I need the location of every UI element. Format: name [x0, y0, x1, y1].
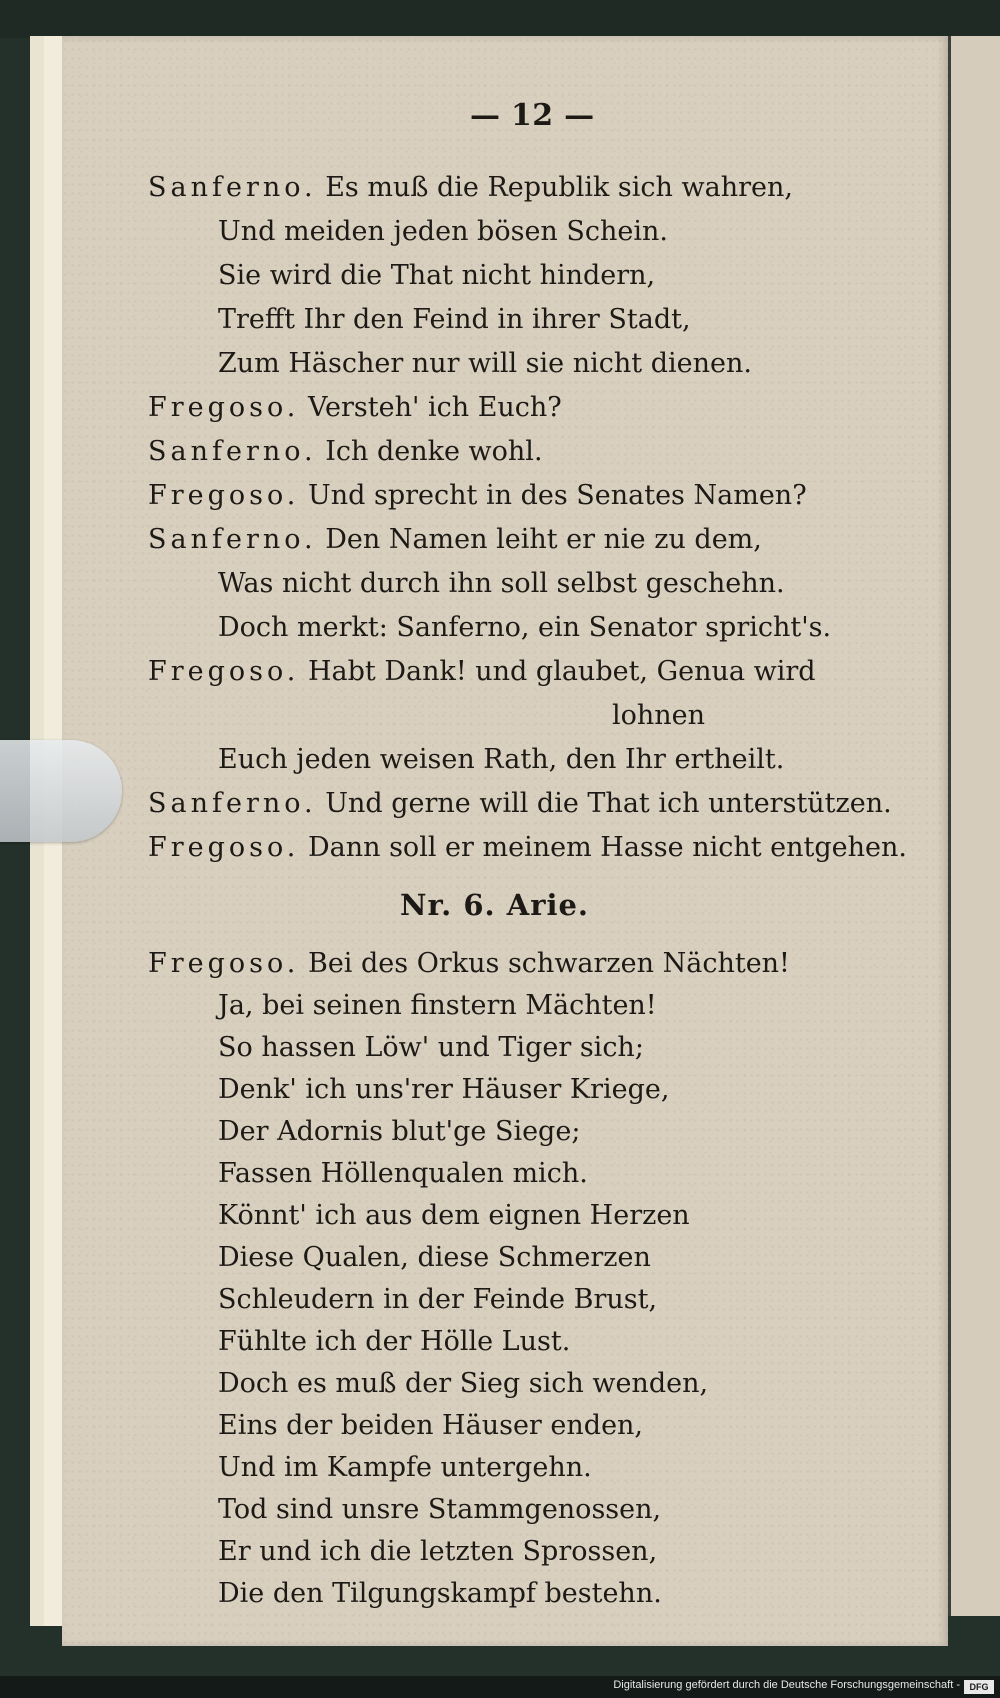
scan-background	[0, 0, 1000, 38]
speaker-name: Sanferno.	[148, 172, 317, 203]
aria-line: Diese Qualen, diese Schmerzen	[218, 1242, 651, 1273]
aria-line: Er und ich die letzten Sprossen,	[218, 1536, 658, 1567]
aria-line: Die den Tilgungskampf bestehn.	[218, 1578, 662, 1609]
line-text: Dann soll er meinem Hasse nicht entgehen.	[299, 832, 907, 863]
section-heading: Nr. 6. Arie.	[400, 888, 590, 922]
dialogue-line: Was nicht durch ihn soll selbst geschehn.	[218, 568, 785, 599]
dialogue-line: lohnen	[612, 700, 706, 731]
dialogue-line	[148, 524, 762, 555]
page-clip	[0, 740, 122, 842]
aria-line: Fühlte ich der Hölle Lust.	[218, 1326, 571, 1357]
dialogue-line	[148, 480, 807, 511]
dialogue-line	[148, 172, 793, 203]
line-text: Es muß die Republik sich wahren,	[325, 172, 793, 203]
aria-line: Denk' ich uns'rer Häuser Kriege,	[218, 1074, 670, 1105]
aria-line: Eins der beiden Häuser enden,	[218, 1410, 644, 1441]
aria-line: Und im Kampfe untergehn.	[218, 1452, 592, 1483]
dfg-logo: DFG	[964, 1680, 994, 1694]
speaker-name: Fregoso.	[148, 832, 300, 863]
dialogue-line	[148, 832, 907, 863]
aria-line: Tod sind unsre Stammgenossen,	[218, 1494, 662, 1525]
page-number: — 12 —	[470, 98, 595, 133]
aria-line: Der Adornis blut'ge Siege;	[218, 1116, 581, 1147]
line-text: Und gerne will die That ich unterstützen.	[316, 788, 892, 819]
line-text: Den Namen leiht er nie zu dem,	[325, 524, 762, 555]
dialogue-line: Zum Häscher nur will sie nicht dienen.	[218, 348, 752, 379]
line-text: Ich denke wohl.	[325, 436, 543, 467]
dialogue-line: Sie wird die That nicht hindern,	[218, 260, 656, 291]
line-text: Habt Dank! und glaubet, Genua wird	[307, 656, 816, 687]
aria-line: Doch es muß der Sieg sich wenden,	[218, 1368, 709, 1399]
speaker-name: Fregoso.	[148, 392, 300, 423]
speaker-name: Sanferno.	[148, 788, 317, 819]
speaker-name: Fregoso.	[148, 656, 300, 687]
line-text: Versteh' ich Euch?	[307, 392, 562, 423]
footer-bar	[0, 1676, 1000, 1698]
aria-line: So hassen Löw' und Tiger sich;	[218, 1032, 644, 1063]
dialogue-line	[148, 656, 816, 687]
line-text: Bei des Orkus schwarzen Nächten!	[307, 948, 790, 979]
dialogue-line	[148, 392, 562, 423]
aria-line: Ja, bei seinen finstern Mächten!	[218, 990, 657, 1021]
dialogue-line: Doch merkt: Sanferno, ein Senator spricht's.	[218, 612, 832, 643]
aria-line: Könnt' ich aus dem eignen Herzen	[218, 1200, 690, 1231]
dialogue-line: Euch jeden weisen Rath, den Ihr ertheilt.	[218, 744, 785, 775]
speaker-name: Sanferno.	[148, 524, 317, 555]
dialogue-line	[148, 788, 892, 819]
aria-line: Schleudern in der Feinde Brust,	[218, 1284, 658, 1315]
line-text: Und sprecht in des Senates Namen?	[307, 480, 807, 511]
footer-credit: Digitalisierung gefördert durch die Deutsche Forschungsgemeinschaft -	[613, 1679, 960, 1691]
adjacent-page	[948, 36, 1000, 1616]
speaker-name: Sanferno.	[148, 436, 317, 467]
speaker-name: Fregoso.	[148, 480, 300, 511]
aria-line: Fassen Höllenqualen mich.	[218, 1158, 588, 1189]
dialogue-line: Und meiden jeden bösen Schein.	[218, 216, 668, 247]
dialogue-line	[148, 436, 543, 467]
dialogue-line: Trefft Ihr den Feind in ihrer Stadt,	[218, 304, 691, 335]
aria-line	[148, 948, 790, 979]
speaker-name: Fregoso.	[148, 948, 300, 979]
